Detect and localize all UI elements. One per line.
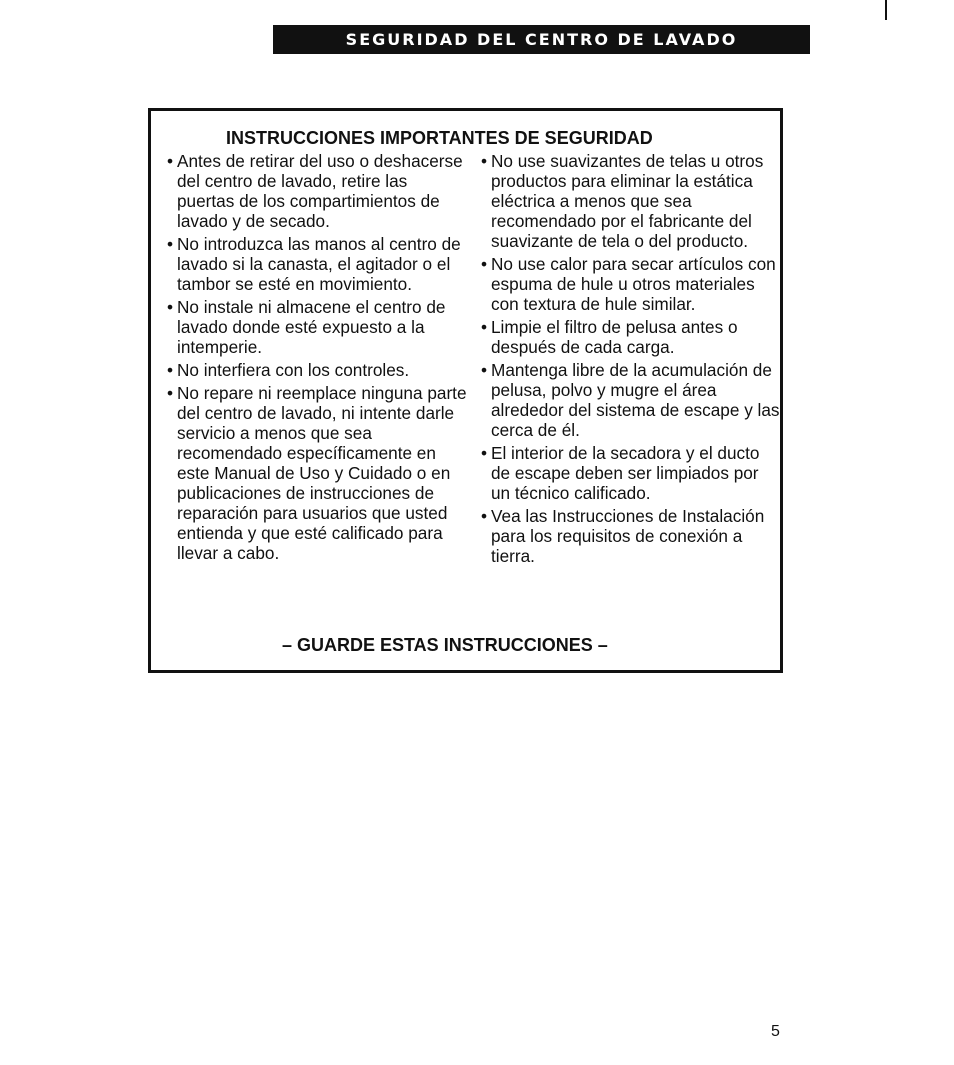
list-item: • No repare ni reemplace ninguna parte del centro de lavado, ni intente darle servicio a menos que sea recomendado específicamente en este Manual de Uso y Cuidado o en publicaciones de instrucciones de reparación para usuarios que usted entienda y que esté calificado para llevar a cabo. xyxy=(167,383,467,563)
bullet-icon: • xyxy=(167,234,174,254)
bullet-icon: • xyxy=(481,443,488,463)
list-item: • Vea las Instrucciones de Instalación para los requisitos de conexión a tierra. xyxy=(481,506,765,566)
list-item: • No use suavizantes de telas u otros productos para eliminar la estática eléctrica a menos que sea recomendado por el fabricante del suavizante de tela o del producto. xyxy=(481,151,764,251)
bullet-icon: • xyxy=(167,360,174,380)
margin-mark xyxy=(885,0,887,20)
list-item: • No introduzca las manos al centro de lavado si la canasta, el agitador o el tambor se esté en movimiento. xyxy=(167,234,461,294)
bullet-icon: • xyxy=(481,317,488,337)
bullet-icon: • xyxy=(481,254,488,274)
list-item: • Mantenga libre de la acumulación de pelusa, polvo y mugre el área alrededor del sistema de escape y las cerca de él. xyxy=(481,360,780,440)
bullet-icon: • xyxy=(481,360,488,380)
bullet-icon: • xyxy=(167,151,174,171)
left-instructions-list xyxy=(167,151,467,566)
box-title: INSTRUCCIONES IMPORTANTES DE SEGURIDAD xyxy=(226,128,653,148)
list-item: • Antes de retirar del uso o deshacerse del centro de lavado, retire las puertas de los compartimientos de lavado y de secado. xyxy=(167,151,463,231)
bullet-icon: • xyxy=(167,297,174,317)
right-instructions-list xyxy=(481,151,781,569)
bullet-icon: • xyxy=(481,506,488,526)
list-item: • No use calor para secar artículos con espuma de hule u otros materiales con textura de hule similar. xyxy=(481,254,776,314)
bullet-icon: • xyxy=(167,383,174,403)
list-item: • No instale ni almacene el centro de lavado donde esté expuesto a la intemperie. xyxy=(167,297,446,357)
list-item: • El interior de la secadora y el ducto de escape deben ser limpiados por un técnico calificado. xyxy=(481,443,760,503)
bullet-icon: • xyxy=(481,151,488,171)
page-number: 5 xyxy=(771,1023,780,1040)
list-item: • Limpie el filtro de pelusa antes o después de cada carga. xyxy=(481,317,738,357)
section-header: SEGURIDAD DEL CENTRO DE LAVADO xyxy=(273,25,810,54)
box-footer: – GUARDE ESTAS INSTRUCCIONES – xyxy=(282,635,608,655)
safety-instructions-box xyxy=(148,108,783,673)
list-item: • No interfiera con los controles. xyxy=(167,360,410,380)
